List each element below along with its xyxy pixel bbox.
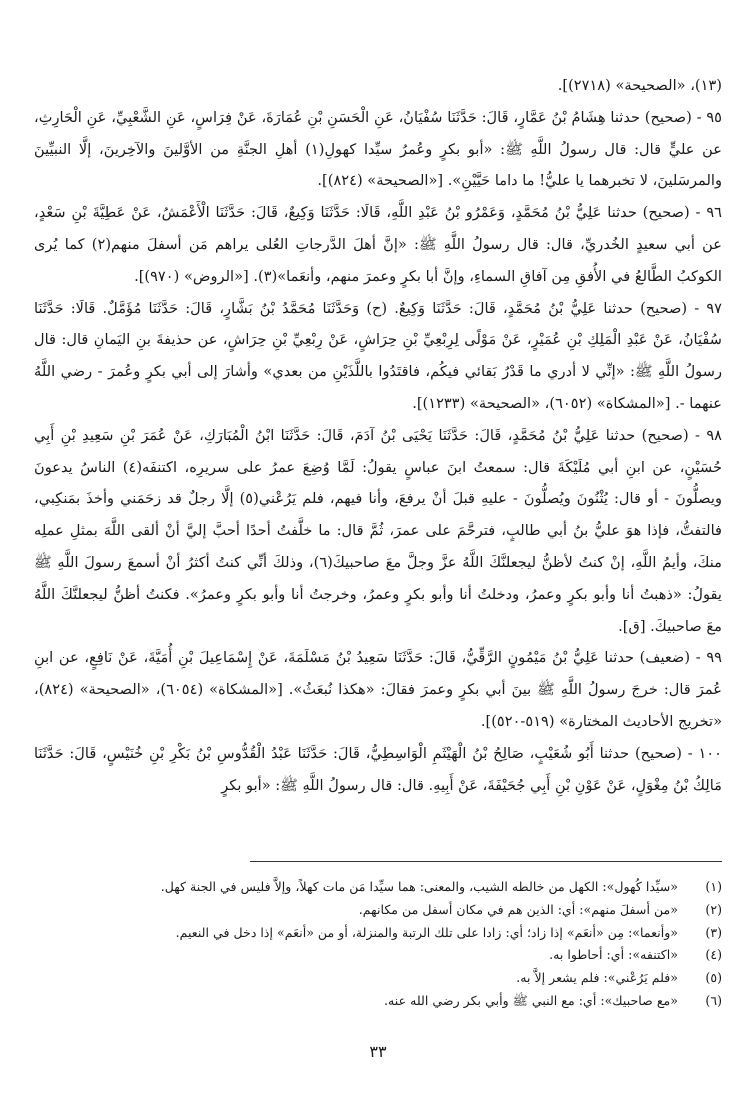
footnotes bbox=[34, 876, 722, 1013]
hadith-97: ٩٧ - (صحيح) حدثنا عَلِيُّ بْنُ مُحَمَّدٍ، قَالَ: حَدَّثَنَا وَكِيعٌ. (ح) وَحَدَّثَنَا مُحَمَّدُ بْنُ بَشَّارٍ، قَالَ: حَدَّثَنَا مُؤَمَّلٌ. قَالَا: حَدَّثَنَا سُفْيَانُ، عَنْ عَبْدِ الْمَلِكِ بْنِ عُمَيْرٍ، عَنْ مَوْلًى لِرِبْعِيِّ بْنِ حِرَاشٍ، عَنْ رِبْعِيِّ بْنِ حِرَاشٍ، عن حذيفةَ بنِ اليَمانِ قال: قال رسولُ اللَّهِ ﷺ: «إنِّي لا أدري ما قَدْرُ بَقائي فيكُم، فاقتَدُوا باللَّذَيْنِ من بعدي» وأشارَ إلى أبي بكرٍ وعُمرَ - رضي اللَّهُ عنهما -. [«المشكاة» (٦٠٥٢)، «الصحيحة» (١٢٣٣)]. bbox=[34, 299, 722, 412]
footnote-number: (٥) bbox=[705, 970, 722, 986]
hadith-99: ٩٩ - (ضعيف) حدثنا عَلِيُّ بْنُ مَيْمُونٍ الرَّقِّيُّ، قَالَ: حَدَّثَنَا سَعِيدُ بْنُ مَسْلَمَةَ، عَنْ إِسْمَاعِيلَ بْنِ أُمَيَّةَ، عَنْ نَافِعٍ، عن ابنِ عُمرَ قال: خرجَ رسولُ اللَّهِ ﷺ بينَ أبي بكرٍ وعمرَ فقالَ: «هكذا نُبعَثُ». [«المشكاة» (٦٠٥٤)، «الصحيحة» (٨٢٤)، «تخريج الأحاديث المختارة» (٥١٩-٥٢٠)]. bbox=[34, 649, 722, 730]
footnote-2 bbox=[34, 899, 722, 922]
footnote-number: (٤) bbox=[705, 947, 722, 963]
footnote-number: (٦) bbox=[705, 992, 722, 1008]
footnote-5 bbox=[34, 967, 722, 990]
footnote-text: «مع صاحبيك»: أي: مع النبي ﷺ وأبي بكر رضي الله عنه. bbox=[384, 992, 678, 1008]
main-text bbox=[34, 70, 722, 801]
footnote-4 bbox=[34, 944, 722, 967]
footnote-number: (٢) bbox=[705, 901, 722, 917]
footnote-number: (٣) bbox=[705, 924, 722, 940]
hadith-95: ٩٥ - (صحيح) حدثنا هِشَامُ بْنُ عَمَّارٍ، قَالَ: حَدَّثَنَا سُفْيَانُ، عَنِ الْحَسَنِ بْنِ عُمَارَةَ، عَنْ فِرَاسٍ، عَنِ الشَّعْبِيِّ، عَنِ الْحَارِثِ، عن عليٍّ قال: قال رسولُ اللَّهِ ﷺ: «أبو بكرٍ وعُمرُ سيِّدا كهولِ(١) أهلِ الجنَّةِ من الأوَّلينَ والآخِرينَ، إلَّا النبيِّينَ والمرسَلينَ، لا تخبرهما يا عليُّ! ما داما حَيَّيْنِ». [«الصحيحة» (٨٢٤)]. bbox=[34, 108, 723, 190]
footnote-text: «سيِّدا كُهول»: الكهل من خالطه الشيب، والمعنى: هما سيِّدا مَن مات كهلاً، وإلاَّ فليس في الجنة كهل. bbox=[160, 879, 678, 894]
footnote-3 bbox=[34, 922, 722, 945]
footnote-number: (١) bbox=[705, 879, 722, 894]
footnote-text: «من أسفلَ منهم»: أي: الذين هم في مكان أسفل من مكانهم. bbox=[358, 901, 678, 917]
hadith-98: ٩٨ - (صحيح) حدثنا عَلِيُّ بْنُ مُحَمَّدٍ، قَالَ: حَدَّثَنَا يَحْيَى بْنُ آدَمَ، قَالَ: حَدَّثَنَا ابْنُ الْمُبَارَكِ، عَنْ عُمَرَ بْنِ سَعِيدِ بْنِ أَبِي حُسَيْنٍ، عن ابنِ أبي مُلَيْكَةَ قال: سمعتُ ابنَ عباسٍ يقولُ: لَمَّا وُضِعَ عمرُ على سريرِه، اكتنفَه(٤) الناسُ يدعونَ ويصلُّونَ - أو قال: يُثْنُونَ ويُصلُّونَ - عليهِ قبلَ أنْ يرفعَ، وأنا فيهم، فلم يَرُعْني(٥) إلَّا رجلٌ قد زحَمَني وأخذَ بمَنكِبي، فالتفتُّ، فإذا هوَ عليُّ بنُ أبي طالبٍ، فترحَّمَ على عمرَ، ثُمَّ قال: ما خلَّفتُ أحدًا أحبَّ إليَّ أنْ ألقى اللَّهَ بمثلِ عملِه منكَ، وأيمُ اللَّهِ، إنْ كنتُ لأظنُّ ليجعلنَّكَ اللَّهُ عزَّ وجلَّ معَ صاحبيكَ(٦)، وذلكَ أنِّي كنتُ أكثرُ أنْ أسمعَ رسولَ اللَّهِ ﷺ يقولُ: «ذهبتُ أنا وأبو بكرٍ وعمرُ، ودخلتُ أنا وأبو بكرٍ وعمرُ، وخرجتُ أنا وأبو بكرٍ وعمرُ». فكنتُ أظنُّ ليجعلنَّكَ اللَّهُ معَ صاحبيكَ. [ق]. bbox=[34, 426, 723, 635]
hadith-100: ١٠٠ - (صحيح) حدثنا أَبُو شُعَيْبٍ، صَالِحُ بْنُ الْهَيْثَمِ الْوَاسِطِيُّ، قَالَ: حَدَّثَنَا عَبْدُ الْقُدُّوسِ بْنُ بَكْرِ بْنِ خُنَيْسٍ، قَالَ: حَدَّثَنَا مَالِكُ بْنُ مِغْوَلٍ، عَنْ عَوْنِ بْنِ أَبِي جُحَيْفَةَ، عَنْ أَبِيهِ. قال: قال رسولُ اللَّهِ ﷺ: «أبو بكرٍ bbox=[34, 744, 722, 794]
footnote-divider bbox=[250, 861, 722, 862]
footnote-text: «اكتنفه»: أي: أحاطوا به. bbox=[549, 947, 678, 963]
footnote-1 bbox=[34, 876, 722, 899]
footnote-text: «وأنعما»: مِن «أنعَم» إذا زاد؛ أي: زادا على تلك الرتبة والمنزلة، أو من «أنعَم» إذا دخل في النعيم. bbox=[175, 924, 678, 940]
footnote-6 bbox=[34, 990, 722, 1013]
hadith-96: ٩٦ - (صحيح) حدثنا عَلِيُّ بْنُ مُحَمَّدٍ، وَعَمْرُو بْنُ عَبْدِ اللَّهِ، قَالَا: حَدَّثَنَا وَكِيعٌ، قَالَ: حَدَّثَنَا الْأَعْمَشُ، عَنْ عَطِيَّةَ بْنِ سَعْدٍ، عن أبي سعيدٍ الخُدريِّ، قال: قال رسولُ اللَّهِ ﷺ: «إنَّ أهلَ الدَّرجاتِ العُلى يراهم مَن أسفلَ منهم(٢) كما يُرى الكوكبُ الطَّالعُ في الأُفقِ مِن آفاقِ السماءِ، وإنَّ أبا بكرٍ وعمرَ منهم، وأنعَما»(٣). [«الروض» (٩٧٠)]. bbox=[34, 204, 722, 285]
paragraph-continuation: (١٣)، «الصحيحة» (٢٧١٨)]. bbox=[557, 77, 722, 94]
footnote-text: «فلم يَرُعْني»: فلم يشعر إلاَّ به. bbox=[516, 970, 678, 986]
page-number: ٣٣ bbox=[369, 1042, 387, 1061]
